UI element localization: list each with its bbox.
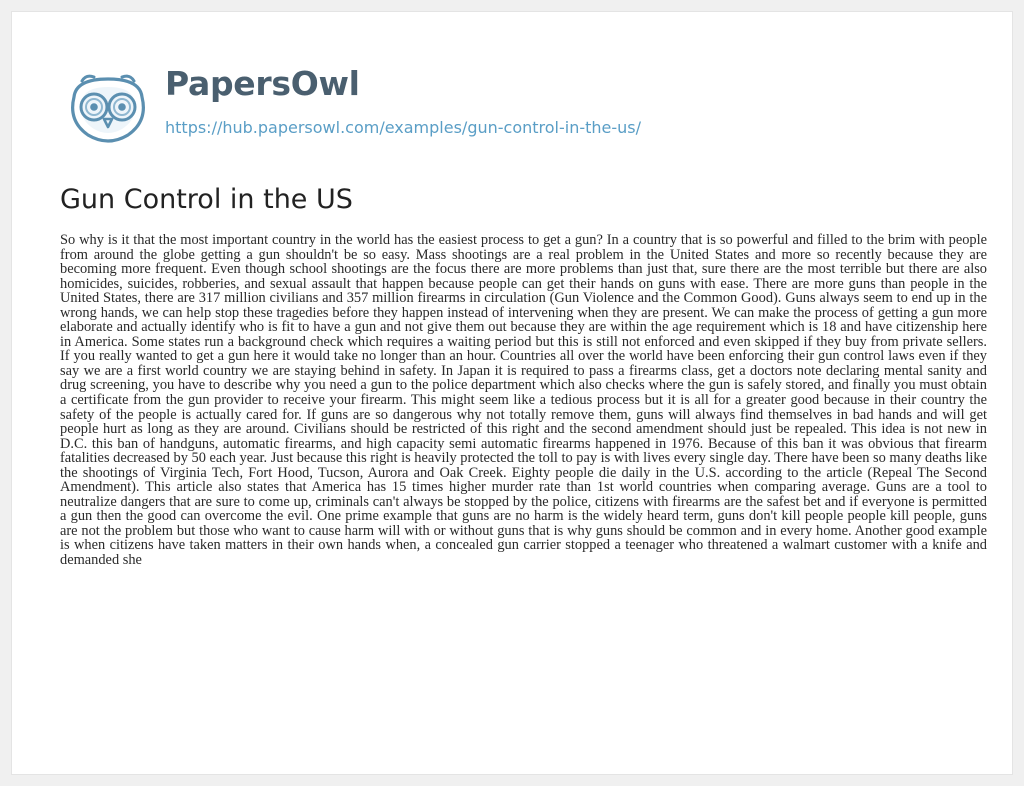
source-url-link[interactable]: https://hub.papersowl.com/examples/gun-control-in-the-us/ [165, 118, 642, 137]
page-title: Gun Control in the US [60, 184, 353, 215]
owl-logo-icon[interactable] [52, 69, 164, 151]
document-page [12, 12, 1012, 774]
brand-name[interactable]: PapersOwl [165, 64, 360, 103]
owl-logo-graphic [52, 69, 164, 151]
essay-body-text: So why is it that the most important country in the world has the easiest process to get a gun? In a country that is so powerful and filled to the brim with people from around the globe getting a gun shouldn't be so easy. Mass shootings are a real problem in the United States and more so recently because they are becoming more frequent. Even though school shootings are the focus there are more problems than just that, sure there are the most terrible but there are also homicides, suicides, robberies, and sexual assault that happen because people can get their hands on guns with ease. There are more guns than people in the United States, there are 317 million civilians and 357 million firearms in circulation (Gun Violence and the Common Good). Guns always seem to end up in the wrong hands, we can help stop these tragedies before they happen instead of intervening when they are present. We can make the process of getting a gun more elaborate and actually identify who is fit to have a gun and not give them out because they are within the age requirement which is 18 and have citizenship here in America. Some states run a background check which requires a waiting period but this is still not enforced and even skipped if they buy from private sellers. If you really wanted to get a gun here it would take no longer than an hour. Countries all over the world have been enforcing their gun control laws even if they say we are a first world country we are staying behind in safety. In Japan it is required to pass a firearms class, get a doctors note declaring mental sanity and drug screening, you have to describe why you need a gun to the police department which also checks where the gun is safely stored, and finally you must obtain a certificate from the gun provider to receive your firearm. This might seem like a tedious process but it is all for a greater good because in their country the safety of the people is actually cared for. If guns are so dangerous why not totally remove them, guns will always find themselves in bad hands and will get people hurt as long as they are around. Civilians should be restricted of this right and the second amendment should just be repealed. This idea is not new in D.C. this ban of handguns, automatic firearms, and high capacity semi automatic firearms happened in 1976. Because of this ban it was obvious that firearm fatalities decreased by 50 each year. Just because this right is heavily protected the toll to pay is with lives every single day. There have been so many deaths like the shootings of Virginia Tech, Fort Hood, Tucson, Aurora and Oak Creek. Eighty people die daily in the U.S. according to the article (Repeal The Second Amendment). This article also states that America has 15 times higher murder rate than 1st world countries when comparing average. Guns are a tool to neutralize dangers that are sure to come up, criminals can't always be stopped by the police, citizens with firearms are the safest bet and if everyone is permitted a gun then the good can overcome the evil. One prime example that guns are no harm is the widely heard term, guns don't kill people people kill people, guns are not the problem but those who want to cause harm will with or without guns that is why guns should be common and in every home. Another good example is when citizens have taken matters in their own hands when, a concealed gun carrier stopped a teenager who threatened a walmart customer with a knife and demanded she [60, 232, 987, 569]
